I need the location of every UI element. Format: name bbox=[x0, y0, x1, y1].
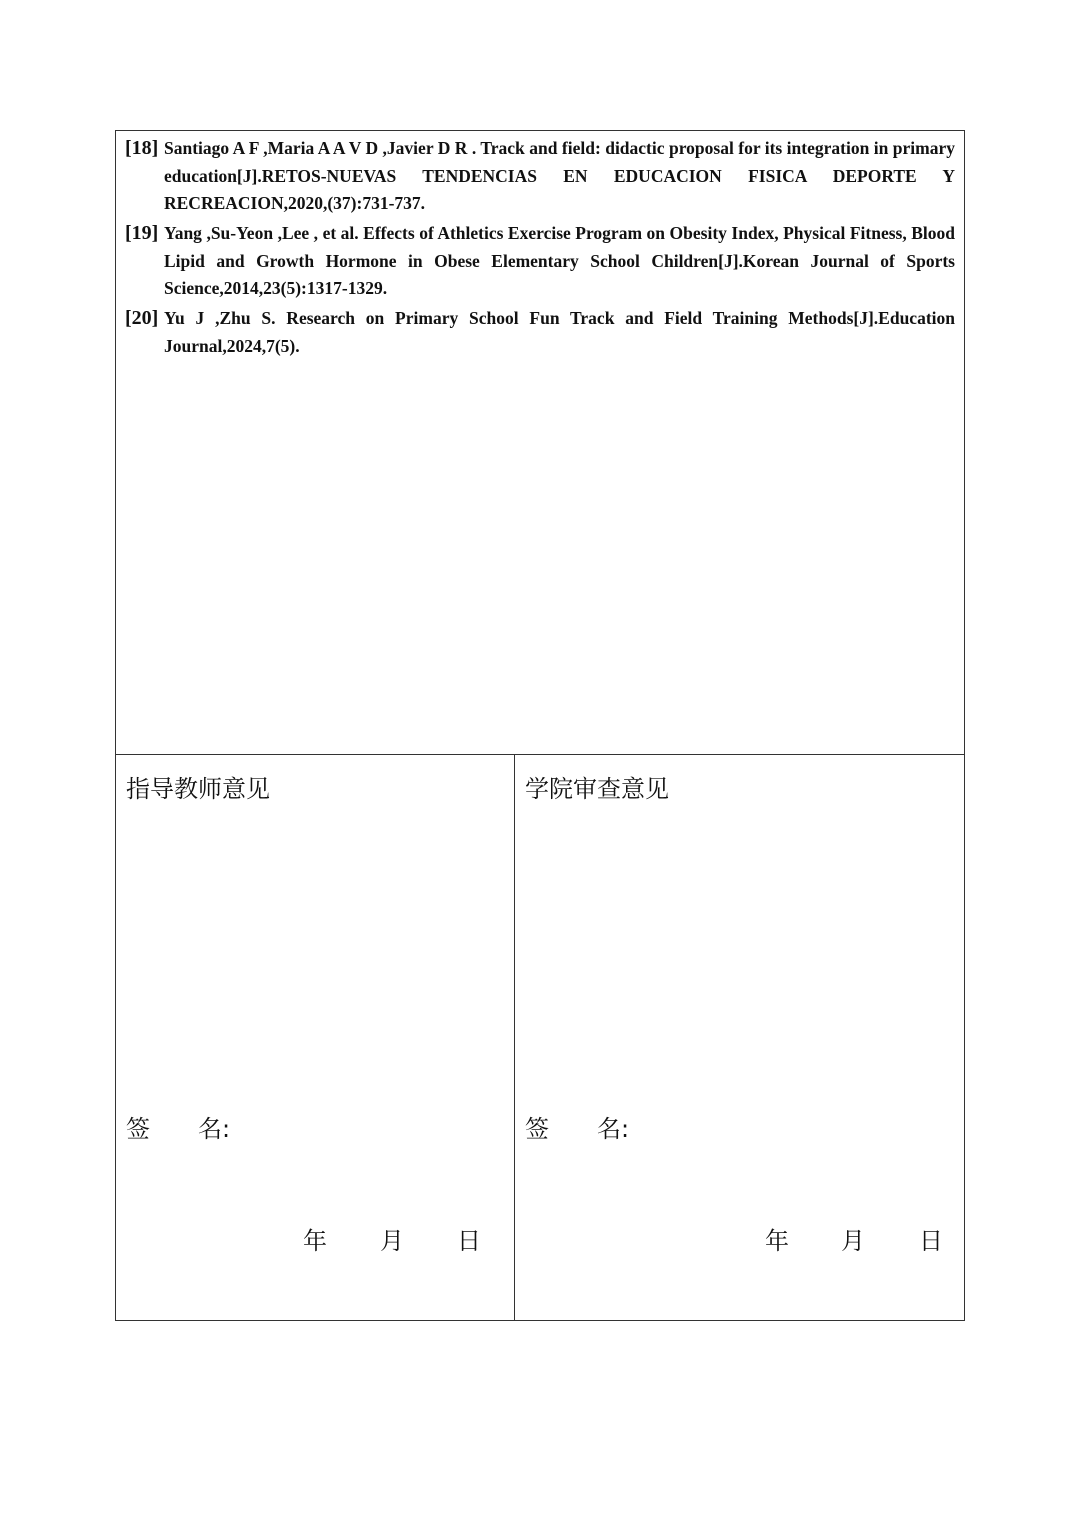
reference-item bbox=[125, 135, 955, 218]
advisor-opinion-cell bbox=[116, 755, 515, 1321]
sign-label-char: 签 bbox=[126, 1115, 150, 1143]
reference-number: [18] bbox=[125, 137, 159, 159]
college-review-cell bbox=[515, 755, 964, 1321]
reference-text: Santiago A F ,Maria A A V D ,Javier D R . Track and field: didactic proposal for its integration in primary education[J].RETOS-NUEVAS TENDENCIAS EN EDUCACION FISICA DEPORTE Y RECREACION,2020,(37):731-737. bbox=[164, 138, 955, 213]
month-label: 月 bbox=[380, 1227, 404, 1255]
reference-number: [19] bbox=[125, 222, 159, 244]
sign-label-char: 签 bbox=[525, 1115, 549, 1143]
reference-item bbox=[125, 305, 955, 360]
college-review-title: 学院审查意见 bbox=[525, 775, 669, 803]
college-signature-label bbox=[525, 1109, 629, 1144]
day-label: 日 bbox=[457, 1227, 481, 1255]
month-label: 月 bbox=[841, 1227, 865, 1255]
advisor-opinion-title: 指导教师意见 bbox=[126, 775, 270, 803]
reference-text: Yang ,Su-Yeon ,Lee , et al. Effects of Athletics Exercise Program on Obesity Index, Physical Fitness, Blood Lipid and Growth Hormone in Obese Elementary School Children[J].Korean Journal of Sports Science,2014,23(5):1317-1329. bbox=[164, 223, 955, 298]
reference-number: [20] bbox=[125, 307, 159, 329]
references-cell bbox=[116, 131, 964, 755]
form-table bbox=[115, 130, 965, 1321]
reference-item bbox=[125, 220, 955, 303]
advisor-signature-label bbox=[126, 1109, 230, 1144]
year-label: 年 bbox=[303, 1227, 327, 1255]
sign-label-char: 名: bbox=[198, 1115, 231, 1143]
reference-text: Yu J ,Zhu S. Research on Primary School Fun Track and Field Training Methods[J].Education Journal,2024,7(5). bbox=[164, 308, 955, 356]
day-label: 日 bbox=[919, 1227, 943, 1255]
year-label: 年 bbox=[765, 1227, 789, 1255]
sign-label-char: 名: bbox=[597, 1115, 630, 1143]
